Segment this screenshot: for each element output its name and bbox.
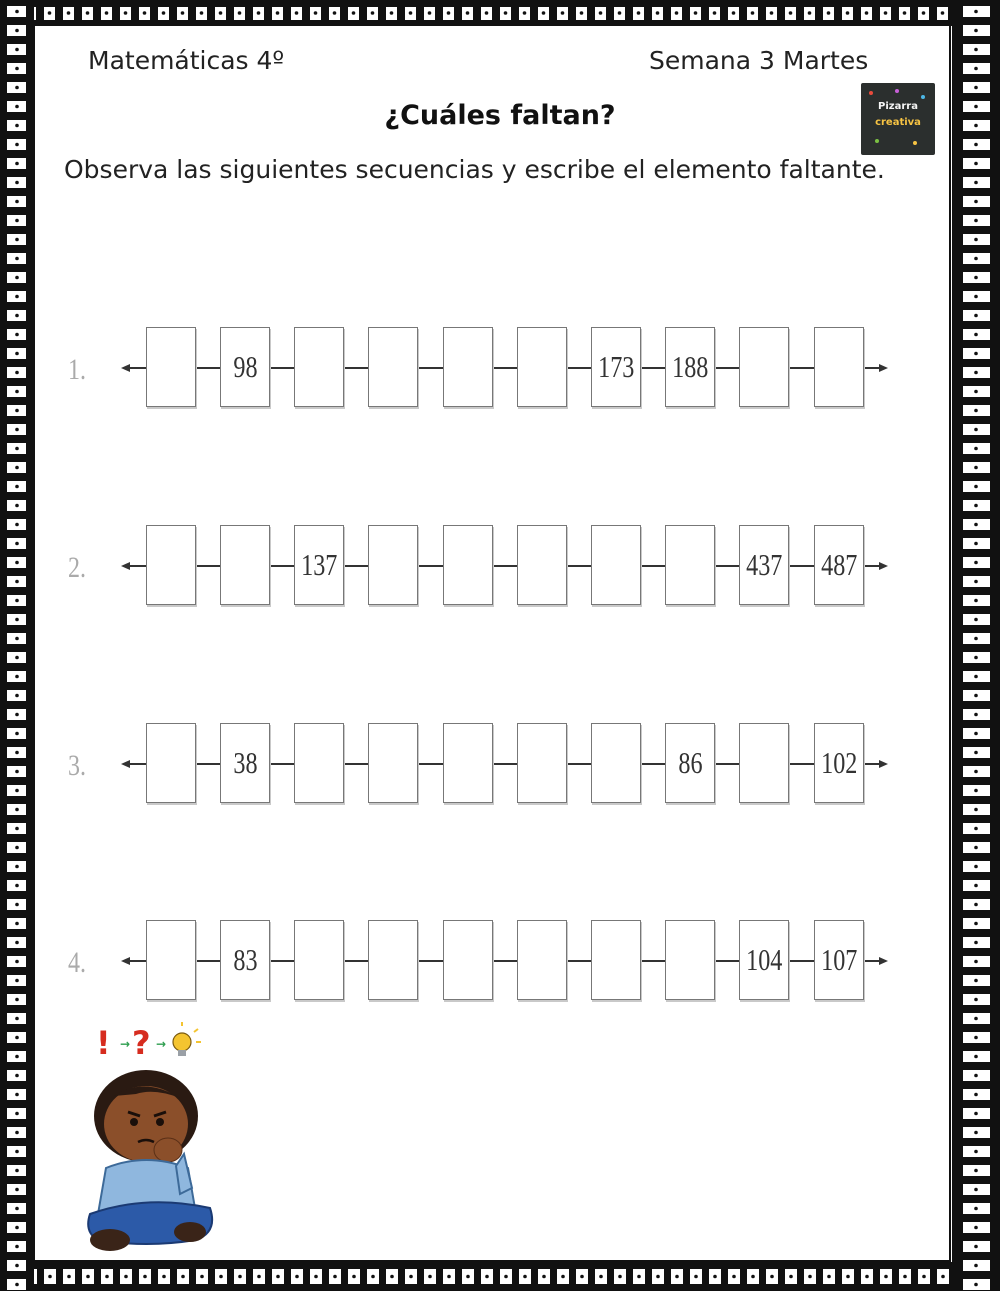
answer-box[interactable]: [814, 327, 864, 407]
answer-box[interactable]: [591, 723, 641, 803]
answer-box[interactable]: [368, 920, 418, 1000]
exclamation-icon: !: [96, 1024, 111, 1062]
answer-box[interactable]: [739, 327, 789, 407]
answer-box[interactable]: [294, 920, 344, 1000]
given-number-box: [294, 525, 344, 605]
sequence-row: [0, 525, 1000, 609]
cell-value: 104: [745, 942, 783, 977]
cell-value: 107: [820, 942, 858, 977]
decorative-border-left: [0, 0, 34, 1291]
given-number-box: [739, 920, 789, 1000]
answer-box[interactable]: [146, 327, 196, 407]
svg-text:→: →: [120, 1037, 131, 1051]
cell-value: 173: [597, 349, 635, 384]
arrow-right-icon: [879, 957, 888, 965]
arrow-right-icon: [879, 562, 888, 570]
answer-box[interactable]: [368, 525, 418, 605]
answer-box[interactable]: [220, 525, 270, 605]
given-number-box: [814, 723, 864, 803]
decorative-border-top: [0, 0, 1000, 26]
given-number-box: [739, 525, 789, 605]
logo-text-line1: Pizarra: [878, 101, 918, 112]
answer-box[interactable]: [368, 723, 418, 803]
sequence-number: 2.: [68, 551, 86, 584]
answer-box[interactable]: [665, 525, 715, 605]
given-number-box: [814, 525, 864, 605]
sequence-row: [0, 723, 1000, 807]
subject-label: Matemáticas 4º: [88, 46, 285, 75]
given-number-box: [665, 723, 715, 803]
week-day-label: Semana 3 Martes: [649, 46, 869, 75]
answer-box[interactable]: [368, 327, 418, 407]
answer-box[interactable]: [443, 723, 493, 803]
answer-box[interactable]: [517, 525, 567, 605]
sequence-number: 1.: [68, 353, 86, 386]
answer-box[interactable]: [443, 327, 493, 407]
given-number-box: [665, 327, 715, 407]
answer-box[interactable]: [146, 723, 196, 803]
answer-box[interactable]: [591, 920, 641, 1000]
decorative-border-right: [952, 0, 1000, 1291]
sequence-row: [0, 327, 1000, 411]
worksheet-title: ¿Cuáles faltan?: [384, 100, 616, 131]
cell-value: 437: [745, 547, 783, 582]
question-mark-icon: ?: [132, 1024, 151, 1062]
sequence-number: 4.: [68, 946, 86, 979]
cell-value: 86: [677, 745, 703, 780]
answer-box[interactable]: [517, 920, 567, 1000]
cell-value: 38: [232, 745, 258, 780]
given-number-box: [591, 327, 641, 407]
answer-box[interactable]: [739, 723, 789, 803]
cell-value: 83: [232, 942, 258, 977]
answer-box[interactable]: [665, 920, 715, 1000]
answer-box[interactable]: [146, 920, 196, 1000]
logo-text-line2: creativa: [875, 117, 921, 128]
sequence-row: [0, 920, 1000, 1004]
cell-value: 102: [820, 745, 858, 780]
answer-box[interactable]: [591, 525, 641, 605]
answer-box[interactable]: [146, 525, 196, 605]
cell-value: 98: [232, 349, 258, 384]
thinking-child-illustration: [84, 1018, 224, 1254]
arrow-right-icon: [879, 760, 888, 768]
answer-box[interactable]: [294, 723, 344, 803]
cell-value: 188: [671, 349, 709, 384]
svg-text:→: →: [156, 1037, 167, 1051]
sequence-number: 3.: [68, 749, 86, 782]
arrow-right-icon: [879, 364, 888, 372]
given-number-box: [220, 723, 270, 803]
answer-box[interactable]: [517, 723, 567, 803]
cell-value: 487: [820, 547, 858, 582]
instructions-text: Observa las siguientes secuencias y escribe el elemento faltante.: [64, 155, 885, 184]
cell-value: 137: [300, 547, 338, 582]
answer-box[interactable]: [443, 525, 493, 605]
answer-box[interactable]: [517, 327, 567, 407]
answer-box[interactable]: [294, 327, 344, 407]
given-number-box: [220, 920, 270, 1000]
given-number-box: [220, 327, 270, 407]
lightbulb-icon: [173, 1022, 201, 1056]
decorative-border-bottom: [0, 1262, 1000, 1291]
given-number-box: [814, 920, 864, 1000]
answer-box[interactable]: [443, 920, 493, 1000]
